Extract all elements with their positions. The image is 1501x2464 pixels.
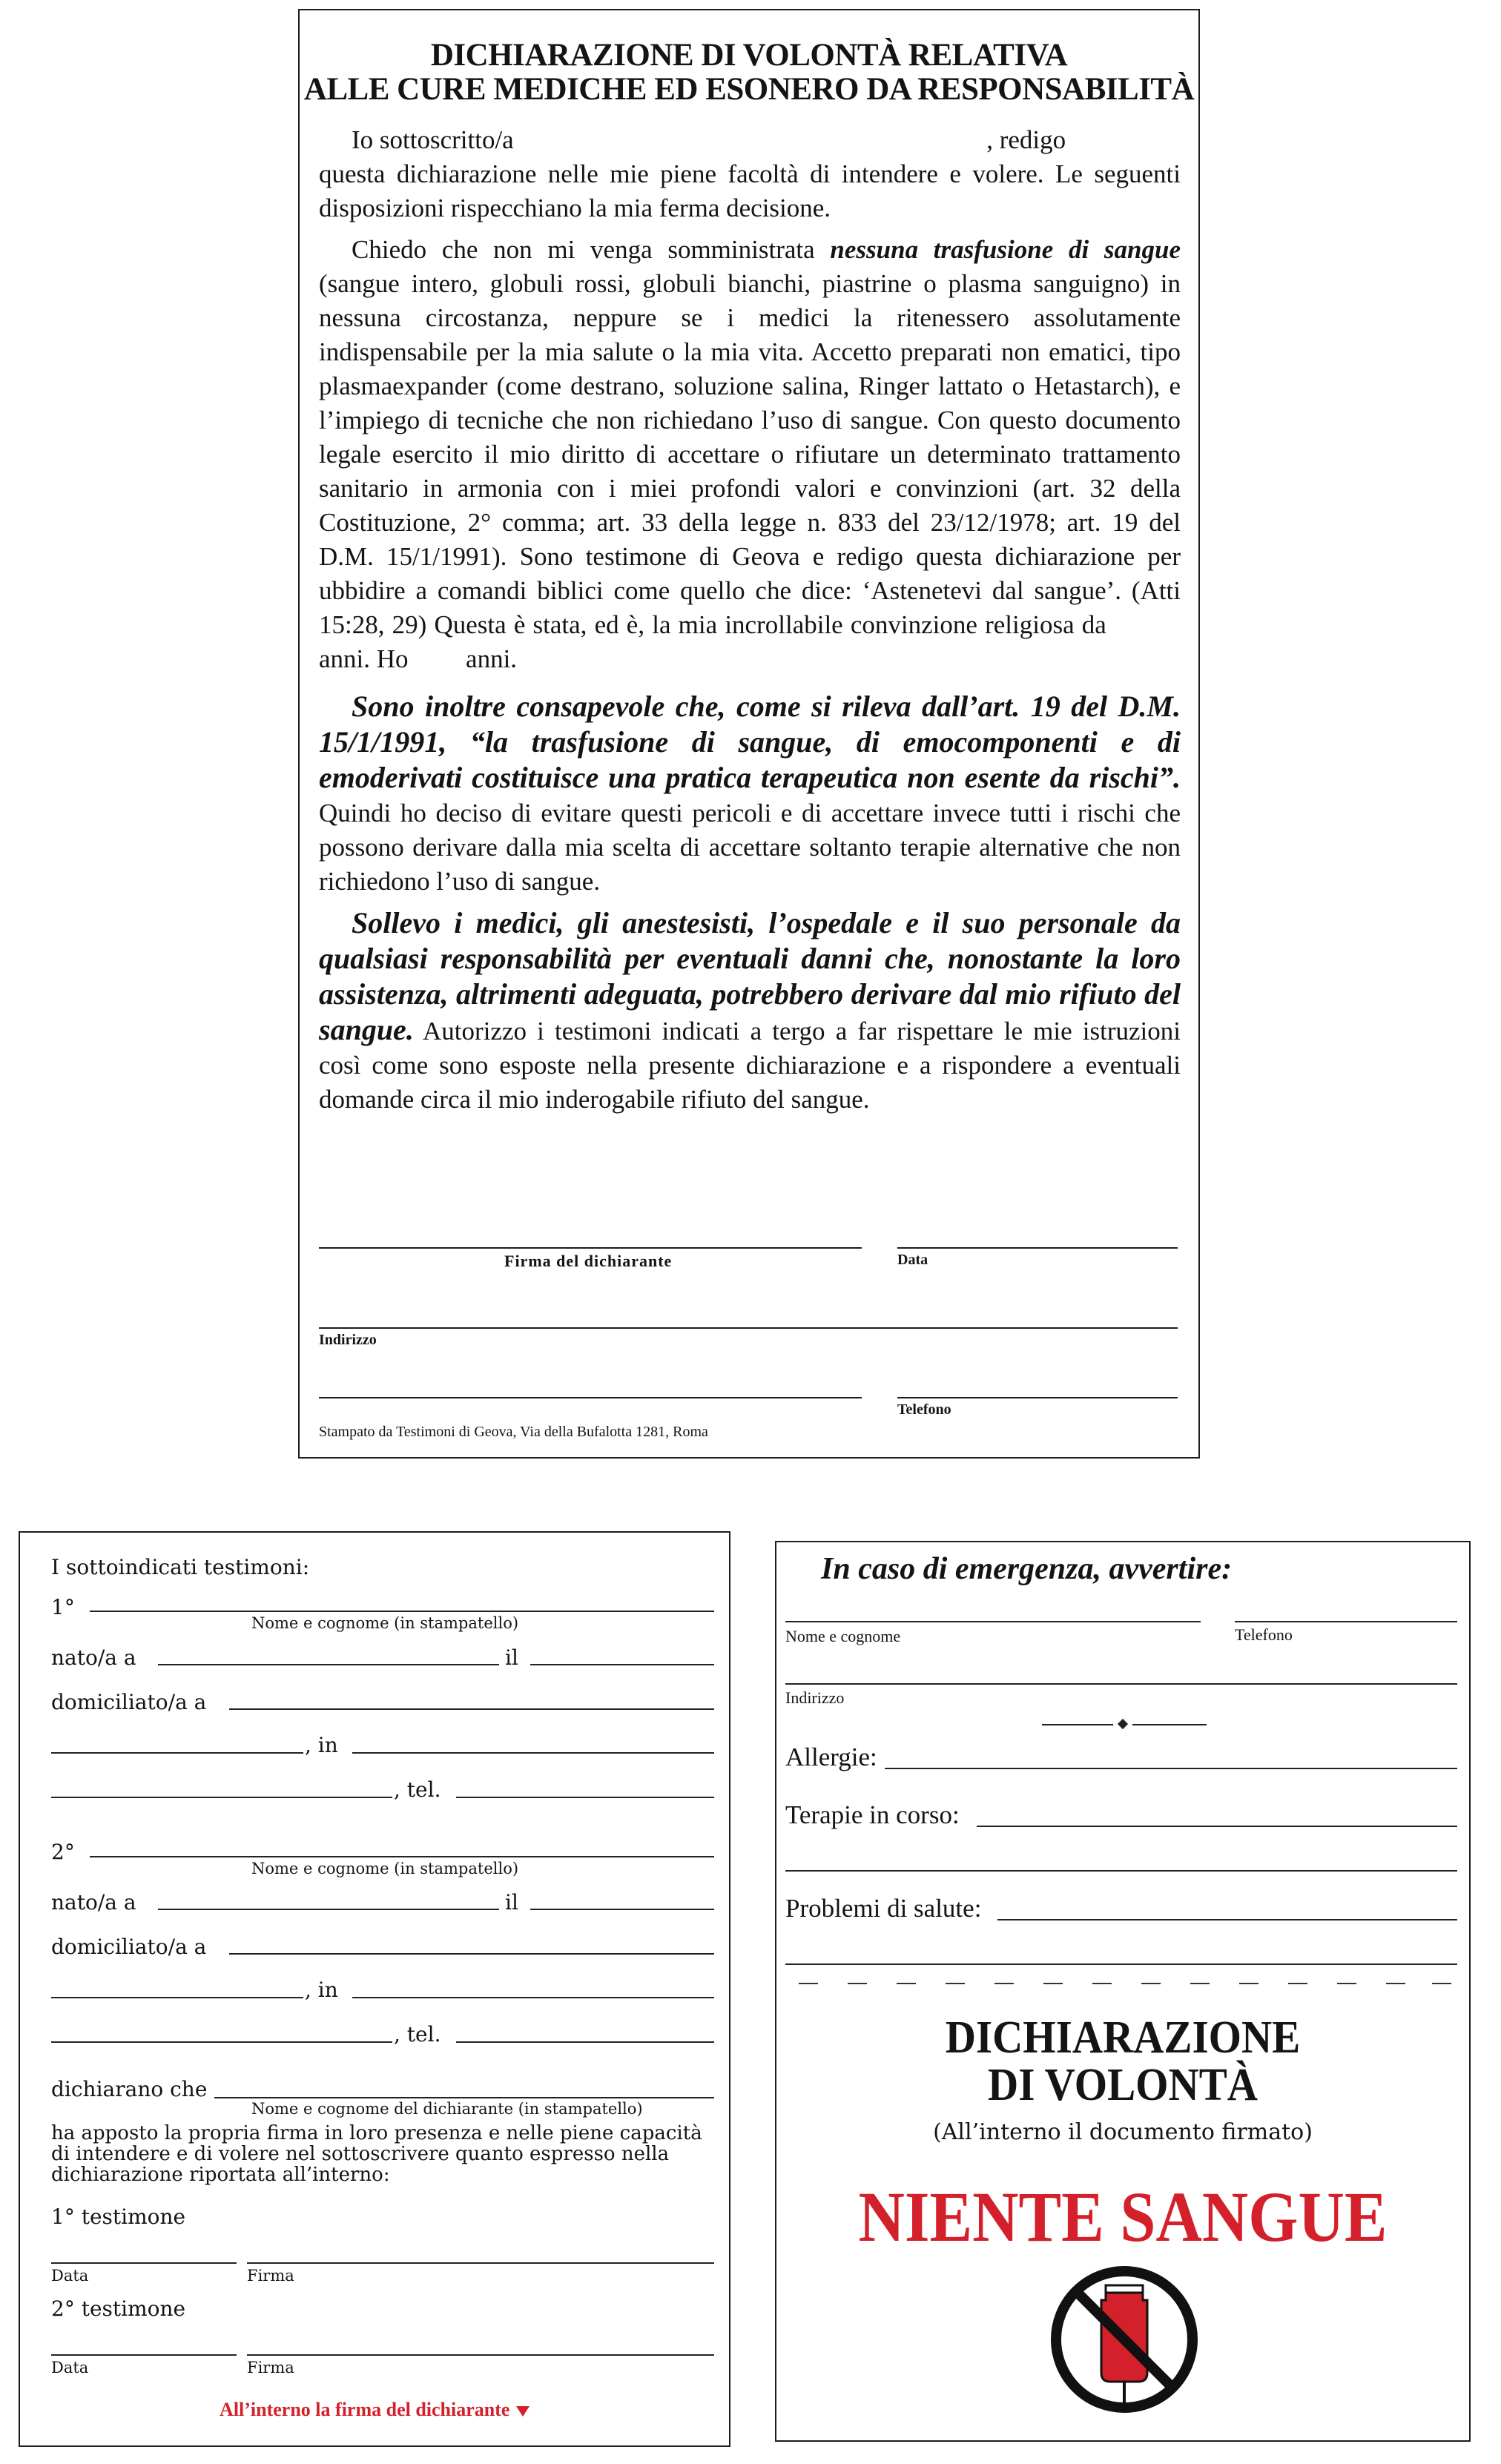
no-blood-bag-icon <box>1046 2262 1202 2417</box>
health-label: Problemi di salute: <box>785 1894 982 1923</box>
witness-1-name-caption: Nome e cognome (in stampatello) <box>251 1614 519 1632</box>
declare-label: dichiarano che <box>51 2077 208 2101</box>
card-title-2: DI VOLONTÀ <box>988 2060 1258 2110</box>
signature-label: Firma del dichiarante <box>504 1252 673 1270</box>
witness-1-signature-line[interactable] <box>247 2262 714 2264</box>
p2-bold: nessuna trasfusione di sangue <box>830 235 1181 264</box>
contact-phone-label: Telefono <box>1235 1625 1293 1644</box>
inside-note <box>20 2399 729 2421</box>
witness-1-name-line[interactable] <box>90 1611 714 1612</box>
witness-1-street-line[interactable] <box>51 1752 303 1754</box>
declarant-caption: Nome e cognome del dichiarante (in stampatello) <box>251 2100 643 2118</box>
intro-c: questa dichiarazione nelle mie piene facoltà di intendere e volere. Le seguenti disposizioni rispecchiano la mia ferma decisione. <box>319 159 1181 222</box>
witnesses-panel <box>19 1531 730 2447</box>
therapies-label: Terapie in corso: <box>785 1800 960 1829</box>
witness-1-date-line[interactable] <box>51 2262 237 2264</box>
address-label: Indirizzo <box>319 1332 377 1348</box>
intro-b: , redigo <box>986 125 1066 154</box>
p3-rest: Quindi ho deciso di evitare questi pericoli e di accettare invece tutti i rischi che possono derivare dalla mia scelta di accettare soltanto terapie alternative che non richiedono l’uso di sangue. <box>319 799 1181 896</box>
address-line[interactable] <box>319 1327 1178 1329</box>
witness-1-phone-line[interactable] <box>456 1797 714 1798</box>
witness-heading: I sottoindicati testimoni: <box>51 1555 310 1579</box>
card-title-1: DICHIARAZIONE <box>945 2012 1301 2063</box>
signature-line[interactable] <box>319 1247 862 1249</box>
witness-2-birthplace-line[interactable] <box>158 1909 499 1910</box>
contact-address-label: Indirizzo <box>785 1688 845 1707</box>
witness-1-birthdate-line[interactable] <box>530 1664 714 1665</box>
title-line-1: DICHIARAZIONE DI VOLONTÀ RELATIVA <box>430 38 1068 73</box>
therapies-line[interactable] <box>977 1826 1457 1827</box>
witness-2-name-line[interactable] <box>90 1856 714 1857</box>
p2-rest-a: (sangue intero, globuli rossi, globuli bianchi, piastrine o plasma sanguigno) in nessuna circostanza, neppure se i medici la ritenessero assolutamente indispensabile per la mia salute o la mia vita. Accetto preparati non ematici, tipo plasmaexpander (come destrano, soluzione salina, Ringer lattato o Hetastarch), e l’impiego di tecniche che non richiedano l’uso di sangue. Con questo documento legale esercito il mio diritto di accettare o rifiutare un determinato trattamento sanitario in armonia con i miei profondi valori e convinzioni (art. 32 della Costituzione, 2° comma; art. 33 della legge n. 833 del 23/12/1978; art. 19 del D.M. 15/1/1991). Sono testimone di Geova e redigo questa dichiarazione per ubbidire a comandi biblici come quello che dice: ‘Astenetevi dal sangue’. (Atti 15:28, 29) Questa è stata, ed è, la mia incrollabile convinzione religiosa da <box>319 269 1181 639</box>
emergency-panel <box>775 1541 1471 2442</box>
witness-1-signature-label: Firma <box>247 2267 294 2285</box>
witness-1-date-label: Data <box>51 2267 89 2285</box>
contact-address-line[interactable] <box>785 1683 1457 1685</box>
intro-a: Io sottoscritto/a <box>352 125 514 154</box>
date-line[interactable] <box>897 1247 1178 1249</box>
p4-rest: Autorizzo i testimoni indicati a tergo a far rispettare le mie istruzioni così come sono esposte nella presente dichiarazione e a rispondere a eventuali domande circa il mio inderogabile rifiuto del sangue. <box>319 1017 1181 1114</box>
p2-anni2: anni. <box>466 644 518 673</box>
card-subtitle: (All’interno il documento firmato) <box>933 2119 1313 2145</box>
witness-2-on: il <box>505 1890 518 1915</box>
title-line-2: ALLE CURE MEDICHE ED ESONERO DA RESPONSABILITÀ <box>303 72 1195 107</box>
printed-by: Stampato da Testimoni di Geova, Via della Bufalotta 1281, Roma <box>319 1424 708 1440</box>
witness-1-birthplace-line[interactable] <box>158 1664 499 1665</box>
therapies-line-2[interactable] <box>785 1870 1457 1872</box>
witness-2-date-line[interactable] <box>51 2354 237 2356</box>
witness-1-tel: , tel. <box>394 1777 441 1802</box>
witness-2-addr2-line[interactable] <box>51 2041 392 2043</box>
declarant-name-line[interactable] <box>214 2097 714 2098</box>
witness-2-tel: , tel. <box>394 2022 441 2047</box>
declaration-panel <box>298 9 1200 1459</box>
witness-1-sign-label: 1° testimone <box>51 2204 186 2229</box>
witness-2-phone-line[interactable] <box>456 2041 714 2043</box>
emergency-heading: In caso di emergenza, avvertire: <box>821 1552 1233 1586</box>
phone-line[interactable] <box>897 1397 1178 1398</box>
p2-anni1: anni. Ho <box>319 644 409 673</box>
witness-1-addr2-line[interactable] <box>51 1797 392 1798</box>
p2-start: Chiedo che non mi venga somministrata <box>352 235 831 264</box>
witness-2-city-line[interactable] <box>352 1997 714 1998</box>
allergies-line[interactable] <box>885 1768 1457 1769</box>
witness-1-number: 1° <box>51 1595 75 1619</box>
witness-statement: ha apposto la propria firma in loro presenza e nelle piene capacità di intendere e di volere nel sottoscrivere quanto espresso nella dichiarazione riportata all’interno: <box>51 2122 702 2186</box>
date-label: Data <box>897 1252 928 1268</box>
inside-note-text: All’interno la firma del dichiarante <box>220 2399 510 2420</box>
witness-2-street-line[interactable] <box>51 1997 303 1998</box>
witness-2-signature-label: Firma <box>247 2359 294 2377</box>
witness-1-domicile-line[interactable] <box>229 1708 714 1710</box>
witness-2-born: nato/a a <box>51 1890 136 1915</box>
contact-name-label: Nome e cognome <box>785 1627 901 1645</box>
witness-2-number: 2° <box>51 1840 75 1864</box>
allergies-label: Allergie: <box>785 1743 877 1771</box>
witness-2-date-label: Data <box>51 2359 89 2377</box>
contact-phone-line[interactable] <box>1235 1621 1457 1622</box>
declaration-body <box>319 123 1181 1124</box>
health-line-2[interactable] <box>785 1963 1457 1965</box>
witness-2-sign-label: 2° testimone <box>51 2296 186 2321</box>
witness-1-domiciled: domiciliato/a a <box>51 1690 207 1714</box>
ornament-divider <box>1042 1719 1208 1731</box>
arrow-down-icon <box>516 2406 530 2417</box>
witness-2-name-caption: Nome e cognome (in stampatello) <box>251 1860 519 1877</box>
witness-2-in: , in <box>305 1978 338 2002</box>
health-line[interactable] <box>997 1919 1457 1920</box>
phone-label: Telefono <box>897 1401 951 1418</box>
witness-2-domiciled: domiciliato/a a <box>51 1935 207 1959</box>
witness-2-birthdate-line[interactable] <box>530 1909 714 1910</box>
witness-2-signature-line[interactable] <box>247 2354 714 2356</box>
witness-1-in: , in <box>305 1733 338 1757</box>
witness-1-on: il <box>505 1645 518 1670</box>
p4-bold: Sollevo i medici, gli anestesisti, l’ospedale e il suo personale da qualsiasi responsabilità per eventuali danni che, nonostante la loro assistenza, altrimenti adeguata, potrebbero derivare dal mio rifiuto del sangue. <box>319 906 1181 1046</box>
witness-2-domicile-line[interactable] <box>229 1953 714 1955</box>
contact-name-line[interactable] <box>785 1621 1201 1622</box>
address-line-2[interactable] <box>319 1397 862 1398</box>
p3-bold: Sono inoltre consapevole che, come si rileva dall’art. 19 del D.M. 15/1/1991, “la trasfusione di sangue, di emocomponenti e di emoderivati costituisce una pratica terapeutica non esente da rischi”. <box>319 690 1181 794</box>
witness-1-born: nato/a a <box>51 1645 136 1670</box>
witness-1-city-line[interactable] <box>352 1752 714 1754</box>
no-blood-title: NIENTE SANGUE <box>858 2177 1388 2256</box>
